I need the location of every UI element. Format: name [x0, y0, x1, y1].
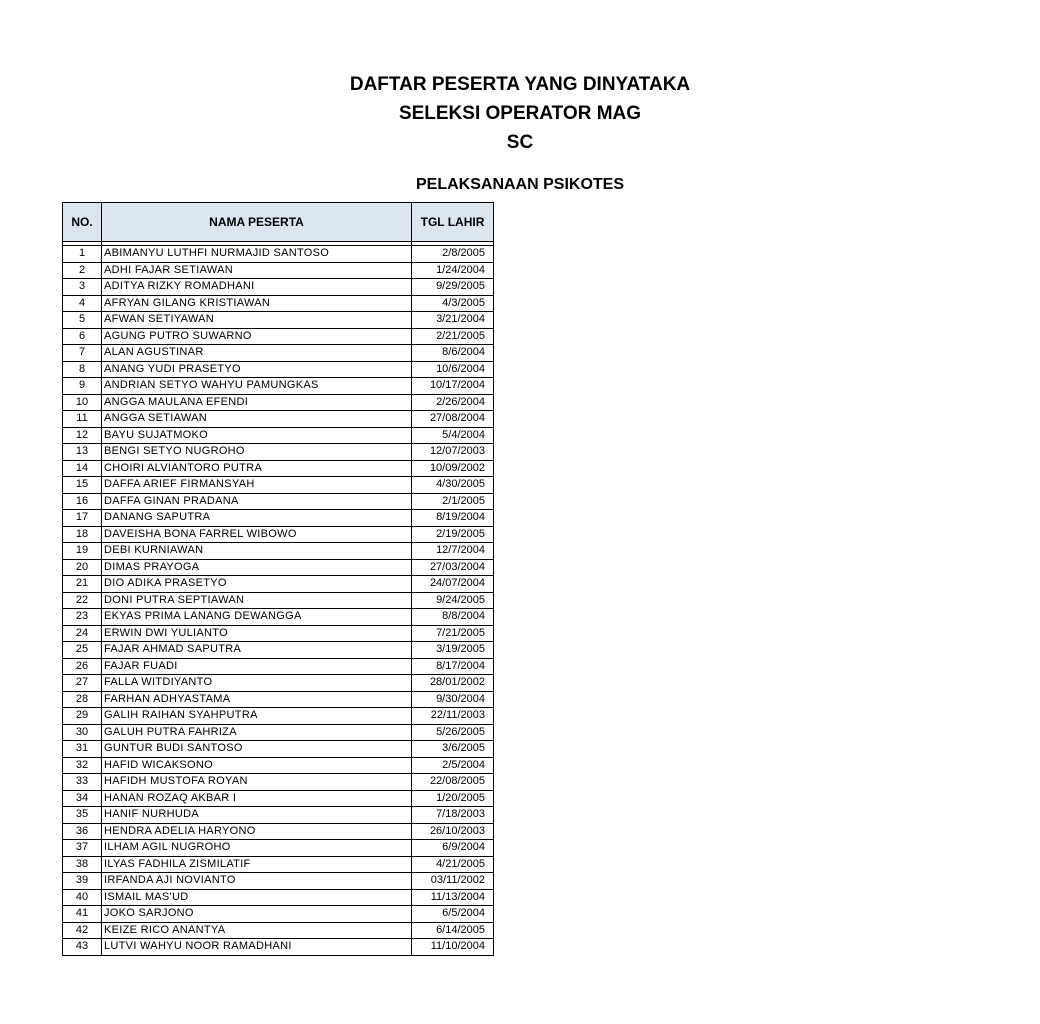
cell-no: 12	[63, 427, 102, 444]
cell-dob: 10/6/2004	[412, 361, 494, 378]
cell-name: HENDRA ADELIA HARYONO	[102, 823, 412, 840]
cell-name: ABIMANYU LUTHFI NURMAJID SANTOSO	[102, 246, 412, 263]
cell-dob: 8/17/2004	[412, 658, 494, 675]
cell-dob: 2/19/2005	[412, 526, 494, 543]
cell-name: FAJAR FUADI	[102, 658, 412, 675]
table-row	[63, 262, 494, 279]
cell-dob: 3/6/2005	[412, 741, 494, 758]
cell-name: ALAN AGUSTINAR	[102, 345, 412, 362]
table-row	[63, 856, 494, 873]
cell-name: AFWAN SETIYAWAN	[102, 312, 412, 329]
header-no: NO.	[63, 203, 102, 242]
cell-name: ANGGA MAULANA EFENDI	[102, 394, 412, 411]
cell-dob: 10/17/2004	[412, 378, 494, 395]
cell-name: ISMAIL MAS'UD	[102, 889, 412, 906]
table-row	[63, 493, 494, 510]
cell-name: FARHAN ADHYASTAMA	[102, 691, 412, 708]
cell-dob: 27/03/2004	[412, 559, 494, 576]
cell-name: DAVEISHA BONA FARREL WIBOWO	[102, 526, 412, 543]
cell-no: 22	[63, 592, 102, 609]
cell-dob: 9/30/2004	[412, 691, 494, 708]
header-dob: TGL LAHIR	[412, 203, 494, 242]
cell-name: HAFID WICAKSONO	[102, 757, 412, 774]
cell-no: 41	[63, 906, 102, 923]
table-row	[63, 411, 494, 428]
table-row	[63, 312, 494, 329]
table-row	[63, 691, 494, 708]
cell-name: HANIF NURHUDA	[102, 807, 412, 824]
cell-no: 31	[63, 741, 102, 758]
cell-no: 29	[63, 708, 102, 725]
table-row	[63, 741, 494, 758]
cell-no: 27	[63, 675, 102, 692]
table-row	[63, 708, 494, 725]
cell-no: 4	[63, 295, 102, 312]
table-row	[63, 724, 494, 741]
cell-dob: 28/01/2002	[412, 675, 494, 692]
cell-name: IRFANDA AJI NOVIANTO	[102, 873, 412, 890]
cell-no: 38	[63, 856, 102, 873]
cell-dob: 2/8/2005	[412, 246, 494, 263]
cell-name: ANANG YUDI PRASETYO	[102, 361, 412, 378]
cell-no: 25	[63, 642, 102, 659]
header-name: NAMA PESERTA	[102, 203, 412, 242]
cell-no: 43	[63, 939, 102, 956]
cell-no: 21	[63, 576, 102, 593]
cell-name: ADITYA RIZKY ROMADHANI	[102, 279, 412, 296]
document-title	[0, 70, 1040, 157]
cell-dob: 5/26/2005	[412, 724, 494, 741]
table-body	[63, 242, 494, 956]
cell-dob: 7/18/2003	[412, 807, 494, 824]
table-row	[63, 477, 494, 494]
table-row	[63, 559, 494, 576]
table-row	[63, 526, 494, 543]
cell-no: 8	[63, 361, 102, 378]
cell-no: 18	[63, 526, 102, 543]
cell-dob: 8/6/2004	[412, 345, 494, 362]
cell-no: 28	[63, 691, 102, 708]
cell-no: 5	[63, 312, 102, 329]
table-row	[63, 279, 494, 296]
cell-name: CHOIRI ALVIANTORO PUTRA	[102, 460, 412, 477]
cell-name: AGUNG PUTRO SUWARNO	[102, 328, 412, 345]
cell-no: 17	[63, 510, 102, 527]
cell-no: 19	[63, 543, 102, 560]
cell-name: GALUH PUTRA FAHRIZA	[102, 724, 412, 741]
cell-no: 3	[63, 279, 102, 296]
cell-dob: 4/21/2005	[412, 856, 494, 873]
cell-no: 40	[63, 889, 102, 906]
participant-table	[62, 202, 494, 956]
cell-dob: 11/13/2004	[412, 889, 494, 906]
cell-no: 34	[63, 790, 102, 807]
cell-name: KEIZE RICO ANANTYA	[102, 922, 412, 939]
cell-dob: 2/1/2005	[412, 493, 494, 510]
cell-no: 13	[63, 444, 102, 461]
cell-dob: 27/08/2004	[412, 411, 494, 428]
table-row	[63, 576, 494, 593]
cell-name: DONI PUTRA SEPTIAWAN	[102, 592, 412, 609]
table-row	[63, 757, 494, 774]
title-line-2: SELEKSI OPERATOR MAG	[398, 103, 642, 124]
cell-no: 33	[63, 774, 102, 791]
table-row	[63, 295, 494, 312]
cell-name: GUNTUR BUDI SANTOSO	[102, 741, 412, 758]
table-row	[63, 460, 494, 477]
cell-dob: 2/21/2005	[412, 328, 494, 345]
table-row	[63, 394, 494, 411]
cell-name: ERWIN DWI YULIANTO	[102, 625, 412, 642]
cell-name: DEBI KURNIAWAN	[102, 543, 412, 560]
cell-dob: 03/11/2002	[412, 873, 494, 890]
cell-name: DIO ADIKA PRASETYO	[102, 576, 412, 593]
table-row	[63, 840, 494, 857]
cell-no: 36	[63, 823, 102, 840]
cell-no: 23	[63, 609, 102, 626]
cell-dob: 3/19/2005	[412, 642, 494, 659]
cell-no: 9	[63, 378, 102, 395]
cell-name: JOKO SARJONO	[102, 906, 412, 923]
cell-no: 16	[63, 493, 102, 510]
table-row	[63, 378, 494, 395]
cell-dob: 22/11/2003	[412, 708, 494, 725]
cell-no: 32	[63, 757, 102, 774]
cell-no: 14	[63, 460, 102, 477]
table-row	[63, 625, 494, 642]
table-row	[63, 361, 494, 378]
table-row	[63, 807, 494, 824]
cell-dob: 8/8/2004	[412, 609, 494, 626]
table-row	[63, 906, 494, 923]
cell-name: ILHAM AGIL NUGROHO	[102, 840, 412, 857]
cell-dob: 8/19/2004	[412, 510, 494, 527]
cell-name: ADHI FAJAR SETIAWAN	[102, 262, 412, 279]
table-row	[63, 609, 494, 626]
table-row	[63, 675, 494, 692]
title-line-3: SC	[506, 132, 534, 153]
cell-dob: 11/10/2004	[412, 939, 494, 956]
table-row	[63, 889, 494, 906]
cell-no: 39	[63, 873, 102, 890]
table-row	[63, 592, 494, 609]
table-row	[63, 774, 494, 791]
table-header-row	[63, 203, 494, 242]
cell-dob: 12/7/2004	[412, 543, 494, 560]
cell-no: 24	[63, 625, 102, 642]
cell-name: LUTVI WAHYU NOOR RAMADHANI	[102, 939, 412, 956]
cell-name: ANGGA SETIAWAN	[102, 411, 412, 428]
cell-dob: 3/21/2004	[412, 312, 494, 329]
cell-dob: 6/9/2004	[412, 840, 494, 857]
table-row	[63, 922, 494, 939]
cell-dob: 22/08/2005	[412, 774, 494, 791]
cell-dob: 10/09/2002	[412, 460, 494, 477]
table-row	[63, 642, 494, 659]
cell-dob: 1/20/2005	[412, 790, 494, 807]
table-row	[63, 823, 494, 840]
cell-dob: 4/3/2005	[412, 295, 494, 312]
cell-name: AFRYAN GILANG KRISTIAWAN	[102, 295, 412, 312]
cell-dob: 9/24/2005	[412, 592, 494, 609]
cell-no: 15	[63, 477, 102, 494]
cell-name: DAFFA ARIEF FIRMANSYAH	[102, 477, 412, 494]
cell-name: DIMAS PRAYOGA	[102, 559, 412, 576]
cell-name: HANAN ROZAQ AKBAR I	[102, 790, 412, 807]
cell-name: FAJAR AHMAD SAPUTRA	[102, 642, 412, 659]
table-row	[63, 658, 494, 675]
cell-no: 20	[63, 559, 102, 576]
cell-name: GALIH RAIHAN SYAHPUTRA	[102, 708, 412, 725]
table-row	[63, 427, 494, 444]
cell-dob: 26/10/2003	[412, 823, 494, 840]
cell-name: FALLA WITDIYANTO	[102, 675, 412, 692]
cell-dob: 6/14/2005	[412, 922, 494, 939]
cell-dob: 4/30/2005	[412, 477, 494, 494]
cell-dob: 1/24/2004	[412, 262, 494, 279]
cell-dob: 9/29/2005	[412, 279, 494, 296]
table-row	[63, 328, 494, 345]
table-row	[63, 873, 494, 890]
table-row	[63, 790, 494, 807]
document-subtitle: PELAKSANAAN PSIKOTES	[415, 176, 625, 193]
cell-dob: 6/5/2004	[412, 906, 494, 923]
title-line-1: DAFTAR PESERTA YANG DINYATAKA	[349, 74, 691, 95]
cell-dob: 12/07/2003	[412, 444, 494, 461]
cell-no: 2	[63, 262, 102, 279]
table-row	[63, 939, 494, 956]
cell-no: 11	[63, 411, 102, 428]
cell-name: DANANG SAPUTRA	[102, 510, 412, 527]
cell-name: BAYU SUJATMOKO	[102, 427, 412, 444]
table-row	[63, 510, 494, 527]
cell-dob: 2/5/2004	[412, 757, 494, 774]
cell-name: ILYAS FADHILA ZISMILATIF	[102, 856, 412, 873]
cell-dob: 24/07/2004	[412, 576, 494, 593]
cell-name: BENGI SETYO NUGROHO	[102, 444, 412, 461]
cell-no: 26	[63, 658, 102, 675]
cell-no: 35	[63, 807, 102, 824]
cell-no: 6	[63, 328, 102, 345]
cell-name: DAFFA GINAN PRADANA	[102, 493, 412, 510]
cell-dob: 2/26/2004	[412, 394, 494, 411]
cell-no: 10	[63, 394, 102, 411]
cell-name: EKYAS PRIMA LANANG DEWANGGA	[102, 609, 412, 626]
cell-dob: 7/21/2005	[412, 625, 494, 642]
table-row	[63, 345, 494, 362]
cell-no: 30	[63, 724, 102, 741]
cell-name: HAFIDH MUSTOFA ROYAN	[102, 774, 412, 791]
cell-name: ANDRIAN SETYO WAHYU PAMUNGKAS	[102, 378, 412, 395]
table-row	[63, 543, 494, 560]
table-row	[63, 444, 494, 461]
cell-no: 37	[63, 840, 102, 857]
cell-no: 7	[63, 345, 102, 362]
cell-dob: 5/4/2004	[412, 427, 494, 444]
cell-no: 42	[63, 922, 102, 939]
table-row	[63, 246, 494, 263]
cell-no: 1	[63, 246, 102, 263]
